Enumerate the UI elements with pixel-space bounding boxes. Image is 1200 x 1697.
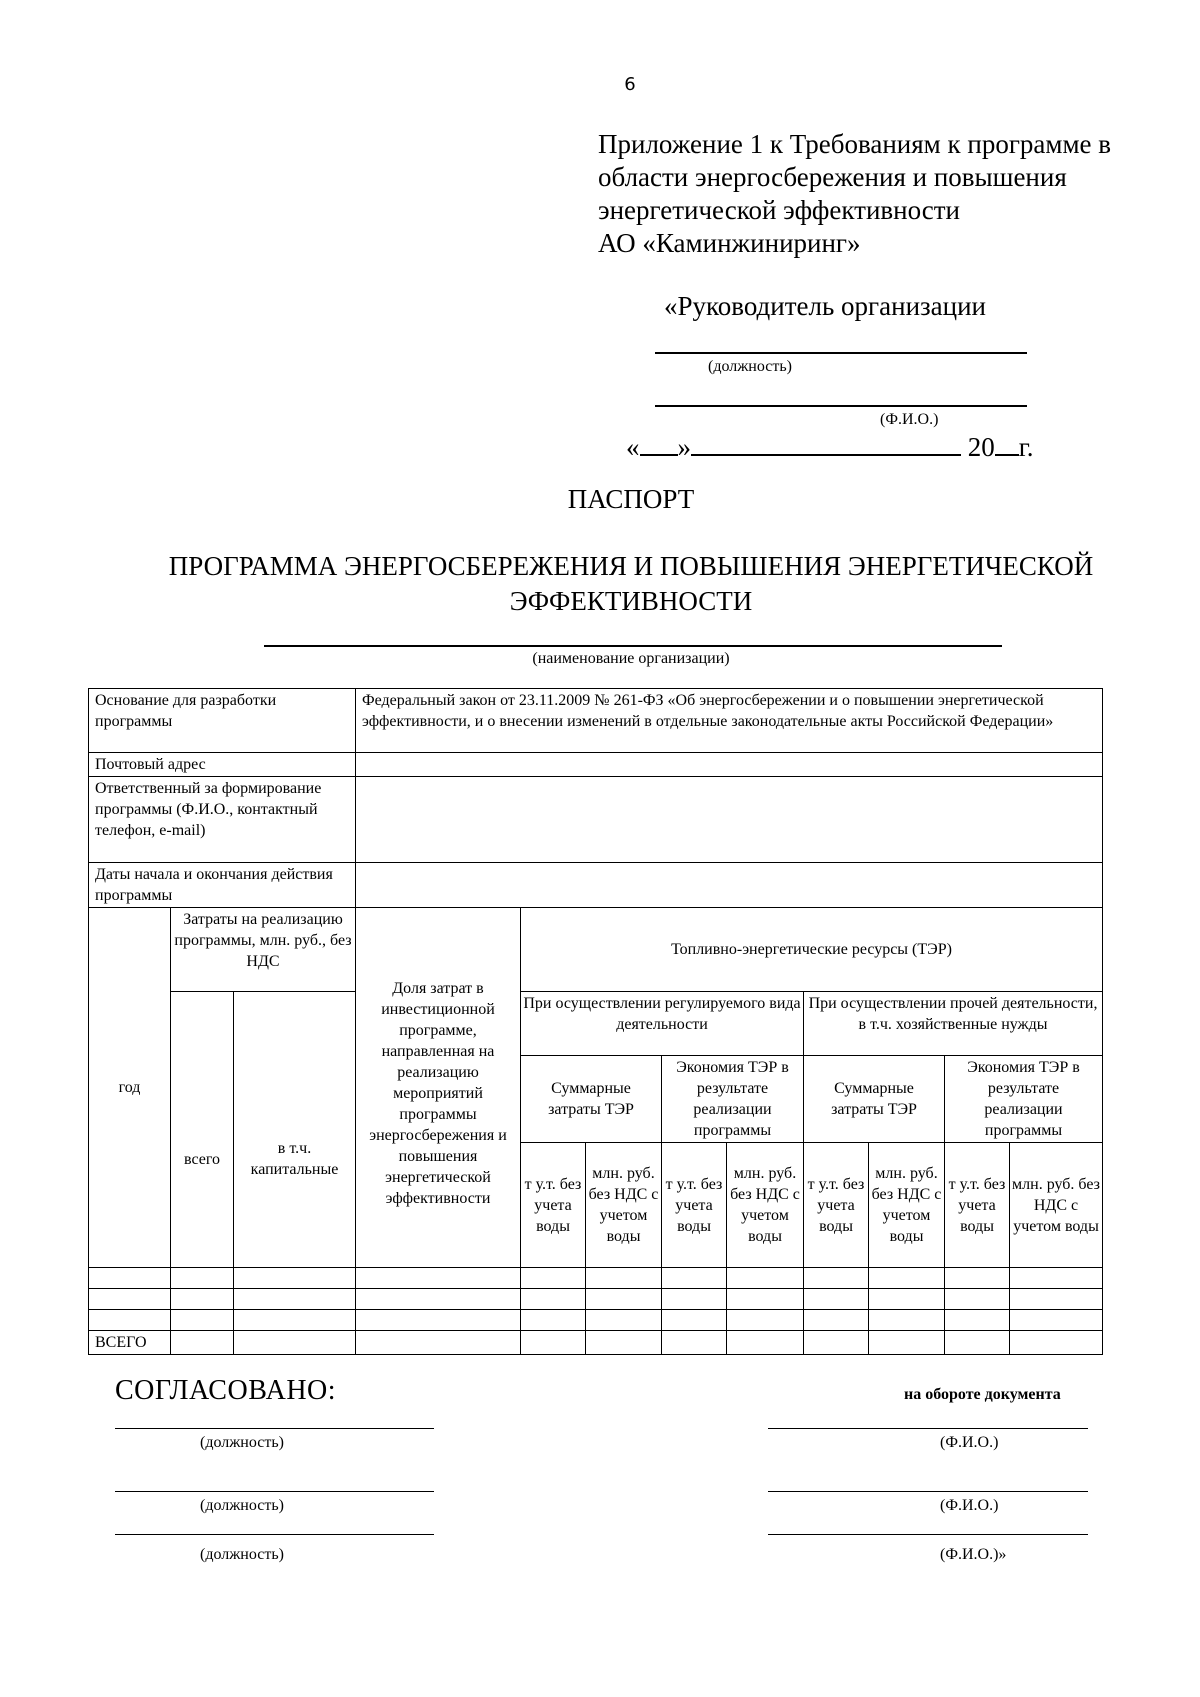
unit-toe-header: т у.т. без учета воды	[521, 1143, 586, 1268]
table-cell	[662, 1331, 727, 1355]
position-caption: (должность)	[200, 1546, 284, 1563]
table-cell	[234, 1289, 356, 1310]
table-cell	[521, 1310, 586, 1331]
table-cell	[356, 1289, 521, 1310]
share-header: Доля затрат в инвестиционной программе, направленная на реализацию мероприятий программы энергосбережения и повышения энергетической эффективности	[356, 908, 521, 1268]
month-blank	[691, 430, 961, 456]
table-row	[89, 1310, 1103, 1331]
table-cell	[1010, 1310, 1103, 1331]
table-cell	[727, 1331, 804, 1355]
unit-toe-header: т у.т. без учета воды	[662, 1143, 727, 1268]
name-caption: (Ф.И.О.)	[940, 1497, 999, 1514]
table-row	[89, 1289, 1103, 1310]
table-cell	[945, 1331, 1010, 1355]
table-cell	[356, 1268, 521, 1289]
position-caption: (должность)	[200, 1434, 284, 1451]
table-cell	[1010, 1268, 1103, 1289]
signature-line	[768, 1491, 1088, 1492]
unit-rub-header: млн. руб. без НДС с учетом воды	[869, 1143, 945, 1268]
unit-toe-header: т у.т. без учета воды	[804, 1143, 869, 1268]
table-cell	[804, 1289, 869, 1310]
table-cell	[1010, 1289, 1103, 1310]
org-name-line	[264, 645, 1002, 647]
regulated-total-header: Суммарные затраты ТЭР	[521, 1056, 662, 1143]
name-caption: (Ф.И.О.)	[940, 1434, 999, 1451]
program-title-line: ПРОГРАММА ЭНЕРГОСБЕРЕЖЕНИЯ И ПОВЫШЕНИЯ ЭНЕРГЕТИЧЕСКОЙ	[168, 551, 1094, 581]
position-line	[655, 352, 1027, 354]
table-row	[89, 1268, 1103, 1289]
table-cell	[234, 1268, 356, 1289]
day-blank	[640, 430, 678, 456]
table-row	[89, 689, 1103, 753]
table-cell	[521, 1331, 586, 1355]
position-caption: (должность)	[200, 1497, 284, 1514]
appendix-line: АО «Каминжиниринг»	[598, 228, 861, 258]
table-header-row	[89, 908, 1103, 992]
unit-rub-header: млн. руб. без НДС с учетом воды	[727, 1143, 804, 1268]
table-cell	[869, 1289, 945, 1310]
unit-rub-header: млн. руб. без НДС с учетом воды	[1010, 1143, 1103, 1268]
regulated-header: При осуществлении регулируемого вида деятельности	[521, 992, 804, 1056]
program-title	[120, 549, 1142, 619]
name-line	[655, 405, 1027, 407]
table-cell	[234, 1310, 356, 1331]
responsible-value	[356, 777, 1103, 863]
basis-label: Основание для разработки программы	[89, 689, 356, 753]
agreed-title: СОГЛАСОВАНО:	[115, 1375, 337, 1406]
table-cell	[356, 1310, 521, 1331]
year-header: год	[89, 908, 171, 1268]
appendix-line: области энергосбережения и повышения	[598, 162, 1067, 192]
table-cell	[727, 1310, 804, 1331]
responsible-label: Ответственный за формирование программы (Ф.И.О., контактный телефон, e-mail)	[89, 777, 356, 863]
table-cell	[1010, 1331, 1103, 1355]
table-cell	[234, 1331, 356, 1355]
table-cell	[945, 1289, 1010, 1310]
table-cell	[662, 1289, 727, 1310]
table-cell	[586, 1310, 662, 1331]
appendix-line: энергетической эффективности	[598, 195, 960, 225]
table-cell	[521, 1289, 586, 1310]
table-cell	[89, 1310, 171, 1331]
table-cell	[586, 1331, 662, 1355]
signature-line	[768, 1428, 1088, 1429]
costs-total-header: всего	[171, 992, 234, 1268]
year-blank	[995, 430, 1019, 456]
table-cell	[586, 1268, 662, 1289]
position-caption: (должность)	[708, 358, 792, 375]
table-row	[89, 863, 1103, 908]
page-number: 6	[624, 74, 636, 95]
table-cell	[662, 1310, 727, 1331]
year-prefix: 20	[967, 432, 995, 462]
table-header-row	[89, 992, 1103, 1056]
table-cell	[945, 1268, 1010, 1289]
unit-rub-header: млн. руб. без НДС с учетом воды	[586, 1143, 662, 1268]
other-header: При осуществлении прочей деятельности, в т.ч. хозяйственные нужды	[804, 992, 1103, 1056]
address-label: Почтовый адрес	[89, 753, 356, 777]
table-cell	[662, 1268, 727, 1289]
table-cell	[804, 1268, 869, 1289]
program-title-line: ЭФФЕКТИВНОСТИ	[509, 586, 753, 616]
table-cell	[171, 1310, 234, 1331]
table-cell	[869, 1310, 945, 1331]
other-savings-header: Экономия ТЭР в результате реализации программы	[945, 1056, 1103, 1143]
table-cell	[727, 1289, 804, 1310]
name-caption: (Ф.И.О.)	[880, 411, 939, 428]
table-cell	[945, 1310, 1010, 1331]
org-caption: (наименование организации)	[532, 650, 730, 667]
year-suffix: г.	[1018, 432, 1034, 462]
appendix-header	[598, 128, 1178, 260]
passport-table	[88, 688, 1103, 1355]
unit-toe-header: т у.т. без учета воды	[945, 1143, 1010, 1268]
table-cell	[171, 1289, 234, 1310]
basis-value: Федеральный закон от 23.11.2009 № 261-ФЗ «Об энергосбережении и о повышении энергетической эффективности, и о внесении изменений в отдельные законодательные акты Российской Федерации»	[356, 689, 1103, 753]
table-cell	[171, 1331, 234, 1355]
table-cell	[521, 1268, 586, 1289]
date-open-quote: «	[626, 432, 640, 462]
dates-label: Даты начала и окончания действия программы	[89, 863, 356, 908]
table-cell	[804, 1331, 869, 1355]
table-row	[89, 777, 1103, 863]
address-value	[356, 753, 1103, 777]
reverse-note: на обороте документа	[904, 1386, 1061, 1403]
table-cell	[727, 1268, 804, 1289]
table-cell	[356, 1331, 521, 1355]
table-cell	[171, 1268, 234, 1289]
table-row	[89, 753, 1103, 777]
date-close-quote: »	[677, 432, 691, 462]
table-cell	[586, 1289, 662, 1310]
regulated-savings-header: Экономия ТЭР в результате реализации программы	[662, 1056, 804, 1143]
dates-value	[356, 863, 1103, 908]
costs-header: Затраты на реализацию программы, млн. руб., без НДС	[171, 908, 356, 992]
approval-date	[626, 430, 1034, 463]
table-total-row	[89, 1331, 1103, 1355]
table-cell	[804, 1310, 869, 1331]
signature-line	[115, 1534, 434, 1535]
fer-header: Топливно-энергетические ресурсы (ТЭР)	[521, 908, 1103, 992]
signature-line	[115, 1491, 434, 1492]
approval-head: «Руководитель организации	[664, 291, 987, 321]
name-caption: (Ф.И.О.)»	[940, 1546, 1007, 1563]
signature-line	[115, 1428, 434, 1429]
appendix-line: Приложение 1 к Требованиям к программе в	[598, 129, 1112, 159]
signature-line	[768, 1534, 1088, 1535]
table-cell	[89, 1289, 171, 1310]
costs-capital-header: в т.ч. капитальные	[234, 992, 356, 1268]
table-cell	[869, 1331, 945, 1355]
passport-title: ПАСПОРТ	[567, 484, 695, 514]
table-cell	[869, 1268, 945, 1289]
table-cell	[89, 1268, 171, 1289]
total-row-label: ВСЕГО	[89, 1331, 171, 1355]
other-total-header: Суммарные затраты ТЭР	[804, 1056, 945, 1143]
